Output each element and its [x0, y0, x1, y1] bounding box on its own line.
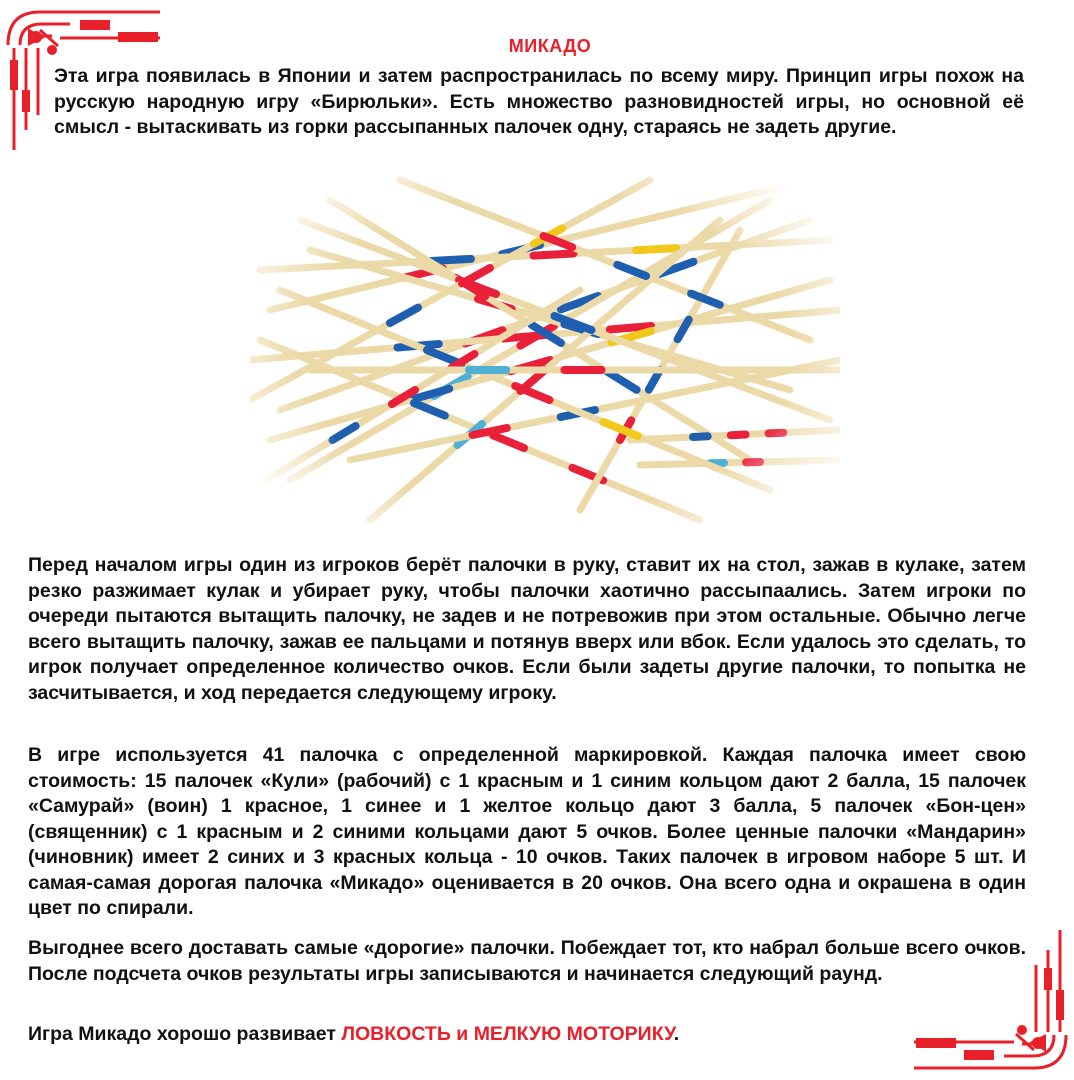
- skill-dexterity: ЛОВКОСТЬ: [341, 1023, 451, 1045]
- closing-suffix: .: [673, 1023, 680, 1045]
- closing-prefix: Игра Микадо хорошо развивает: [28, 1023, 342, 1045]
- page-title: МИКАДО: [508, 36, 592, 56]
- rules-paragraph: Перед началом игры один из игроков берёт палочки в руку, ставит их на стол, зажав в кулаке, затем резко разжимает кулак и убирает руку, чтобы палочки хаотично рассыпаались. Затем игроки по очереди пытаются вытащить палочку, не задев и не потревожив при этом остальные. Обычно легче всего вытащить палочку, зажав ее пальцами и потянув вверх или вбок. Если удалось это сделать, то игрок получает определенное количество очков. Если были задеты другие палочки, то попытка не засчитывается, и ход передается следующему игроку.: [28, 554, 1026, 704]
- intro-paragraph: Эта игра появилась в Японии и затем распространилась по всему миру. Принцип игры похож на русскую народную игру «Бирюльки». Есть множество разновидностей игры, но основной её смысл - вытаскивать из горки рассыпанных палочек одну, стараясь не задеть другие.: [54, 65, 1024, 138]
- closing-line: [28, 1022, 928, 1047]
- winner-paragraph: Выгоднее всего доставать самые «дорогие» палочки. Побеждает тот, кто набрал больше всего очков. После подсчета очков результаты игры записываются и начинается следующий раунд.: [28, 937, 1026, 985]
- scoring-paragraph: В игре используется 41 палочка с определенной маркировкой. Каждая палочка имеет свою стоимость: 15 палочек «Кули» (рабочий) с 1 красным и 1 синим кольцом дают 2 балла, 15 палочек «Самурай» (воин) 1 красное, 1 синее и 1 желтое кольцо дают 3 балла, 5 палочек «Бон-цен» (священник) с 1 красным и 2 синими кольцами дают 5 очков. Более ценные палочки «Мандарин» (чиновник) имеет 2 синих и 3 красных кольца - 10 очков. Таких палочек в игровом наборе 5 шт. И самая-самая дорогая палочка «Микадо» оценивается в 20 очков. Она всего одна и окрашена в один цвет по спирали.: [28, 744, 1026, 919]
- closing-conjunction: и: [450, 1023, 474, 1045]
- skill-fine-motor: МЕЛКУЮ МОТОРИКУ: [473, 1023, 674, 1045]
- mikado-sticks-photo: [250, 160, 840, 545]
